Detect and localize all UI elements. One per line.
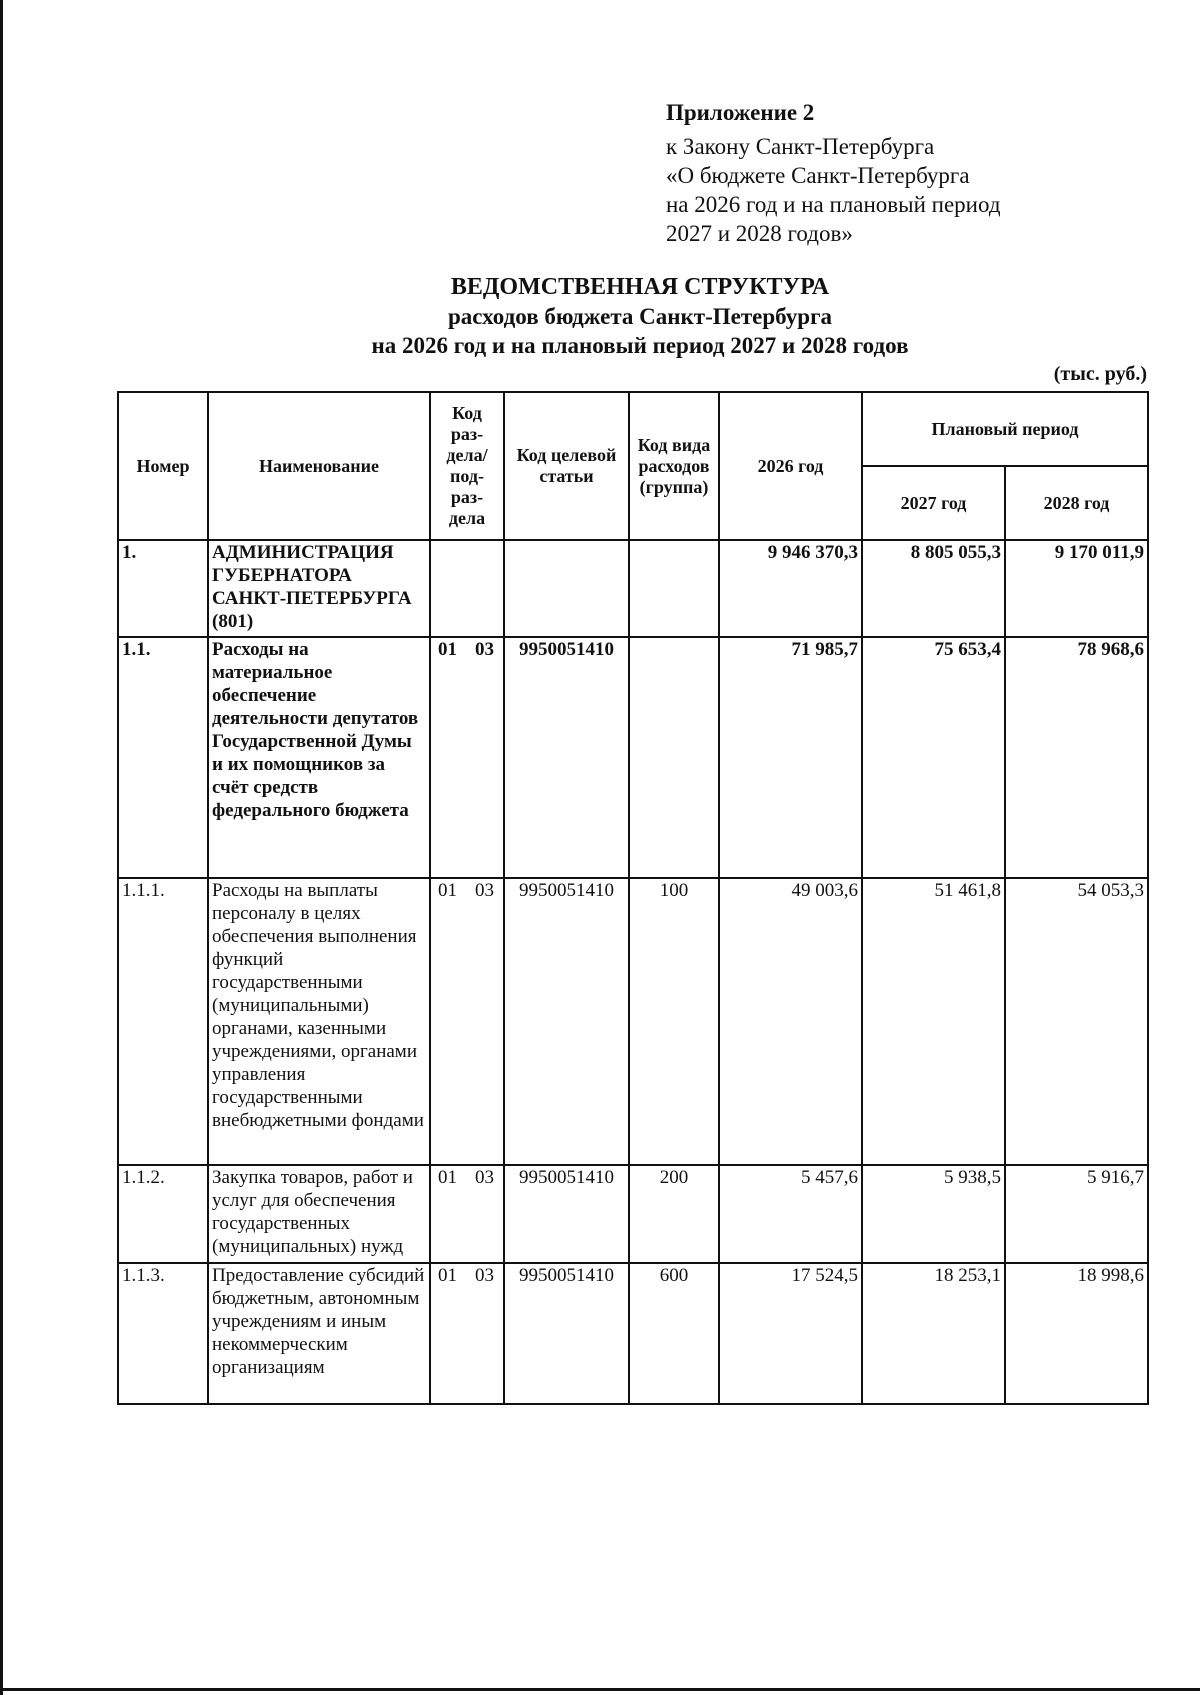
row-expense-type: 100 (629, 878, 719, 1165)
row-number: 1.1.2. (118, 1165, 208, 1263)
header-section: Код раз- дела/ под- раз- дела (430, 392, 504, 540)
header-year-2027: 2027 год (862, 466, 1005, 540)
table-row (118, 878, 1148, 1165)
row-2028: 5 916,7 (1005, 1165, 1148, 1263)
header-target: Код целевой статьи (504, 392, 629, 540)
appendix-block (666, 98, 1086, 248)
table-row (118, 1263, 1148, 1404)
units-label: (тыс. руб.) (1053, 363, 1147, 385)
row-subsection: 03 (475, 1265, 494, 1286)
row-number: 1.1. (118, 637, 208, 878)
row-section: 01 (438, 880, 457, 901)
row-2027: 75 653,4 (862, 637, 1005, 878)
appendix-line: к Закону Санкт-Петербурга (666, 134, 935, 159)
row-name: Расходы на выплаты персоналу в целях обеспечения выполнения функций государственными (муниципальными) органами, казенными учреждениями, органами управления государственными внебюджетными фондами (208, 878, 430, 1165)
row-section-code (430, 1263, 504, 1404)
row-expense-type (629, 540, 719, 637)
row-target: 9950051410 (504, 637, 629, 878)
row-2027: 8 805 055,3 (862, 540, 1005, 637)
appendix-line: 2027 и 2028 годов» (666, 221, 853, 246)
row-expense-type: 600 (629, 1263, 719, 1404)
row-subsection: 03 (475, 639, 494, 660)
row-2026: 17 524,5 (719, 1263, 862, 1404)
row-number: 1. (118, 540, 208, 637)
header-expense-type: Код вида расходов (группа) (629, 392, 719, 540)
row-number: 1.1.3. (118, 1263, 208, 1404)
table-row (118, 637, 1148, 878)
row-target: 9950051410 (504, 1263, 629, 1404)
table-row (118, 540, 1148, 637)
appendix-line: «О бюджете Санкт-Петербурга (666, 163, 970, 188)
row-expense-type: 200 (629, 1165, 719, 1263)
row-name: Расходы на материальное обеспечение деятельности депутатов Государственной Думы и их помощников за счёт средств федерального бюджета (208, 637, 430, 878)
row-2028: 18 998,6 (1005, 1263, 1148, 1404)
row-target (504, 540, 629, 637)
page-border-bottom (0, 1688, 1200, 1691)
header-row (118, 392, 1148, 466)
row-2026: 9 946 370,3 (719, 540, 862, 637)
row-section-code (430, 637, 504, 878)
row-2027: 5 938,5 (862, 1165, 1005, 1263)
row-2028: 9 170 011,9 (1005, 540, 1148, 637)
header-name: Наименование (208, 392, 430, 540)
row-section: 01 (438, 1265, 457, 1286)
row-number: 1.1.1. (118, 878, 208, 1165)
row-name: Предоставление субсидий бюджетным, автономным учреждениям и иным некоммерческим организациям (208, 1263, 430, 1404)
row-2026: 5 457,6 (719, 1165, 862, 1263)
page-border-left (0, 0, 3, 1695)
appendix-title: Приложение 2 (666, 100, 815, 125)
row-2028: 54 053,3 (1005, 878, 1148, 1165)
header-planned-period: Плановый период (862, 392, 1148, 466)
row-subsection: 03 (475, 880, 494, 901)
row-2026: 49 003,6 (719, 878, 862, 1165)
row-target: 9950051410 (504, 878, 629, 1165)
row-section-code (430, 1165, 504, 1263)
row-section: 01 (438, 1167, 457, 1188)
row-2027: 18 253,1 (862, 1263, 1005, 1404)
row-expense-type (629, 637, 719, 878)
header-number: Номер (118, 392, 208, 540)
heading-subtitle: расходов бюджета Санкт-Петербурга (447, 304, 833, 329)
header-year-2028: 2028 год (1005, 466, 1148, 540)
row-2028: 78 968,6 (1005, 637, 1148, 878)
budget-table (117, 391, 1149, 1405)
heading-period: на 2026 год и на плановый период 2027 и 2028 годов (371, 333, 909, 358)
row-section: 01 (438, 639, 457, 660)
header-year-2026: 2026 год (719, 392, 862, 540)
row-name: Закупка товаров, работ и услуг для обеспечения государственных (муниципальных) нужд (208, 1165, 430, 1263)
row-target: 9950051410 (504, 1165, 629, 1263)
appendix-line: на 2026 год и на плановый период (666, 192, 1001, 217)
row-subsection: 03 (475, 1167, 494, 1188)
heading-title: ВЕДОМСТВЕННАЯ СТРУКТУРА (450, 274, 830, 300)
row-2026: 71 985,7 (719, 637, 862, 878)
row-section-code (430, 540, 504, 637)
table-row (118, 1165, 1148, 1263)
row-2027: 51 461,8 (862, 878, 1005, 1165)
row-section-code (430, 878, 504, 1165)
row-name: АДМИНИСТРАЦИЯ ГУБЕРНАТОРА САНКТ-ПЕТЕРБУРГА (801) (208, 540, 430, 637)
document-heading (180, 273, 1100, 360)
